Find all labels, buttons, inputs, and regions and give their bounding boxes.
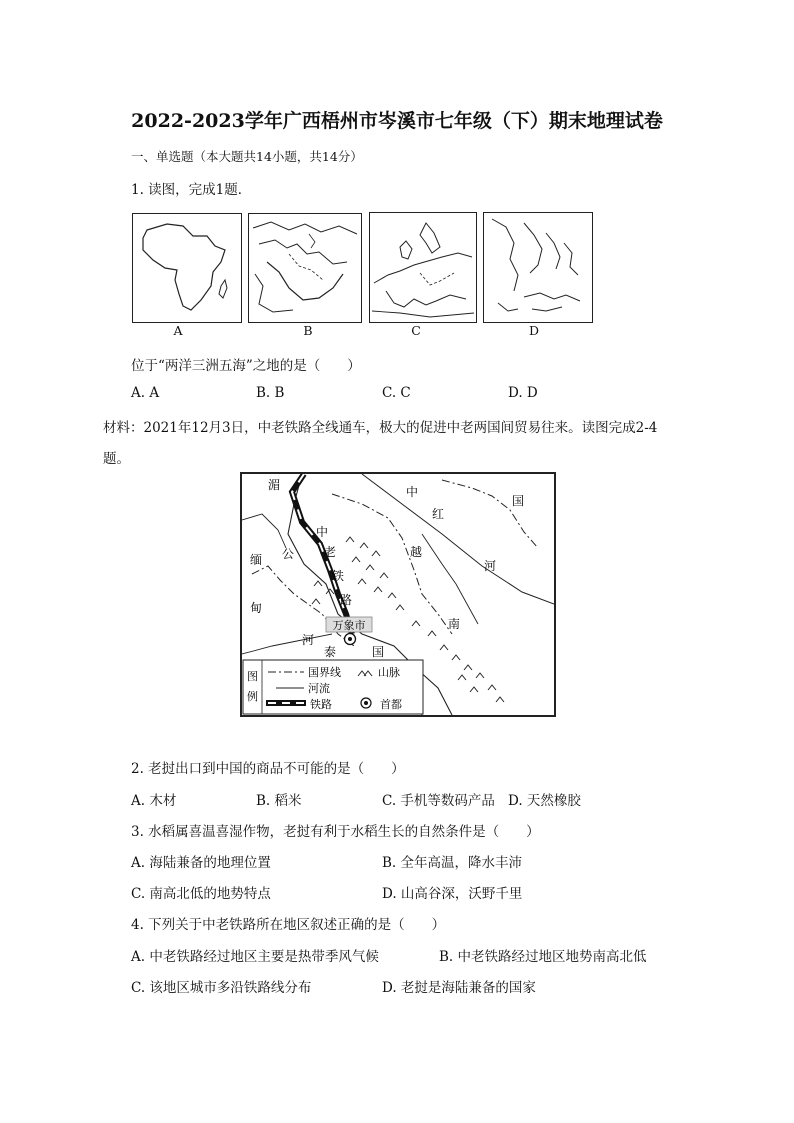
q2-option-a[interactable]: A. 木材 (131, 793, 177, 809)
legend-railway: 铁路 (310, 698, 332, 711)
label-gong: 公 (282, 547, 295, 561)
legend-river: 河流 (308, 682, 330, 695)
label-thailand-tai: 泰 (324, 645, 337, 659)
q3-option-a[interactable]: A. 海陆兼备的地理位置 (131, 855, 271, 871)
label-red-he: 河 (484, 559, 497, 573)
label-china-guo: 国 (512, 494, 525, 508)
legend-border: 国界线 (308, 666, 341, 679)
question-1-stem: 1. 读图，完成1题． (131, 182, 252, 198)
q3-option-d[interactable]: D. 山高谷深，沃野千里 (382, 886, 523, 902)
label-rail-lu: 路 (340, 593, 353, 607)
map-label-a: A (173, 323, 183, 338)
q2-option-b[interactable]: B. 稻米 (256, 793, 302, 809)
label-rail-tie: 铁 (332, 569, 345, 583)
legend-title-b: 例 (247, 690, 258, 703)
q4-option-b[interactable]: B. 中老铁路经过地区地势南高北低 (439, 949, 647, 965)
q3-option-b[interactable]: B. 全年高温，降水丰沛 (382, 855, 523, 871)
label-vietnam-yue: 越 (410, 545, 423, 559)
map-label-b: B (303, 323, 313, 338)
map-c-europe (369, 212, 477, 323)
label-thailand-guo: 国 (372, 645, 385, 659)
q1-option-c[interactable]: C. C (382, 385, 411, 401)
label-china-zhong: 中 (406, 485, 419, 499)
exam-title: 2022-2023学年广西梧州市岑溪市七年级（下）期末地理试卷 (131, 110, 663, 132)
map-b-middle-east (248, 213, 362, 323)
label-red-hong: 红 (432, 507, 445, 521)
map-d-southeast-asia (483, 212, 593, 323)
q1-option-a[interactable]: A. A (131, 385, 160, 401)
question-4-stem: 4. 下列关于中老铁路所在地区叙述正确的是（ ） (131, 917, 446, 933)
map-label-d: D (528, 323, 540, 338)
label-myanmar-mian: 缅 (250, 553, 263, 567)
legend-title-a: 图 (247, 670, 258, 683)
q1-option-d[interactable]: D. D (508, 385, 538, 401)
q1-option-b[interactable]: B. B (256, 385, 285, 401)
q4-option-c[interactable]: C. 该地区城市多沿铁路线分布 (131, 980, 312, 996)
material-line-2: 题。 (103, 451, 130, 467)
q2-option-c[interactable]: C. 手机等数码产品 (382, 793, 495, 809)
map-a-africa (132, 213, 242, 323)
label-mekong-top: 湄 (268, 478, 281, 492)
label-vietnam-nan: 南 (448, 617, 461, 631)
q3-option-c[interactable]: C. 南高北低的地势特点 (131, 886, 271, 902)
label-rail-lao: 老 (324, 545, 337, 559)
question-1-text: 位于“两洋三洲五海”之地的是（ ） (131, 358, 361, 374)
question-3-stem: 3. 水稻属喜温喜湿作物，老挝有利于水稻生长的自然条件是（ ） (131, 824, 540, 840)
material-line-1: 材料：2021年12月3日，中老铁路全线通车，极大的促进中老两国间贸易往来。读图完成2-4 (103, 420, 658, 436)
label-myanmar-dian: 甸 (250, 601, 263, 615)
legend-capital: 首都 (380, 698, 402, 711)
legend-mountain: 山脉 (378, 666, 400, 679)
section-heading: 一、单选题（本大题共14小题，共14分） (131, 149, 363, 164)
map-label-c: C (411, 323, 421, 338)
label-rail-zhong: 中 (316, 525, 329, 539)
q2-option-d[interactable]: D. 天然橡胶 (508, 793, 581, 809)
q4-option-a[interactable]: A. 中老铁路经过地区主要是热带季风气候 (131, 949, 379, 965)
question-2-stem: 2. 老挝出口到中国的商品不可能的是（ ） (131, 761, 405, 777)
label-river-he: 河 (302, 633, 315, 647)
laos-railway-map (240, 472, 556, 717)
q4-option-d[interactable]: D. 老挝是海陆兼备的国家 (382, 980, 536, 996)
capital-label: 万象市 (332, 619, 366, 632)
